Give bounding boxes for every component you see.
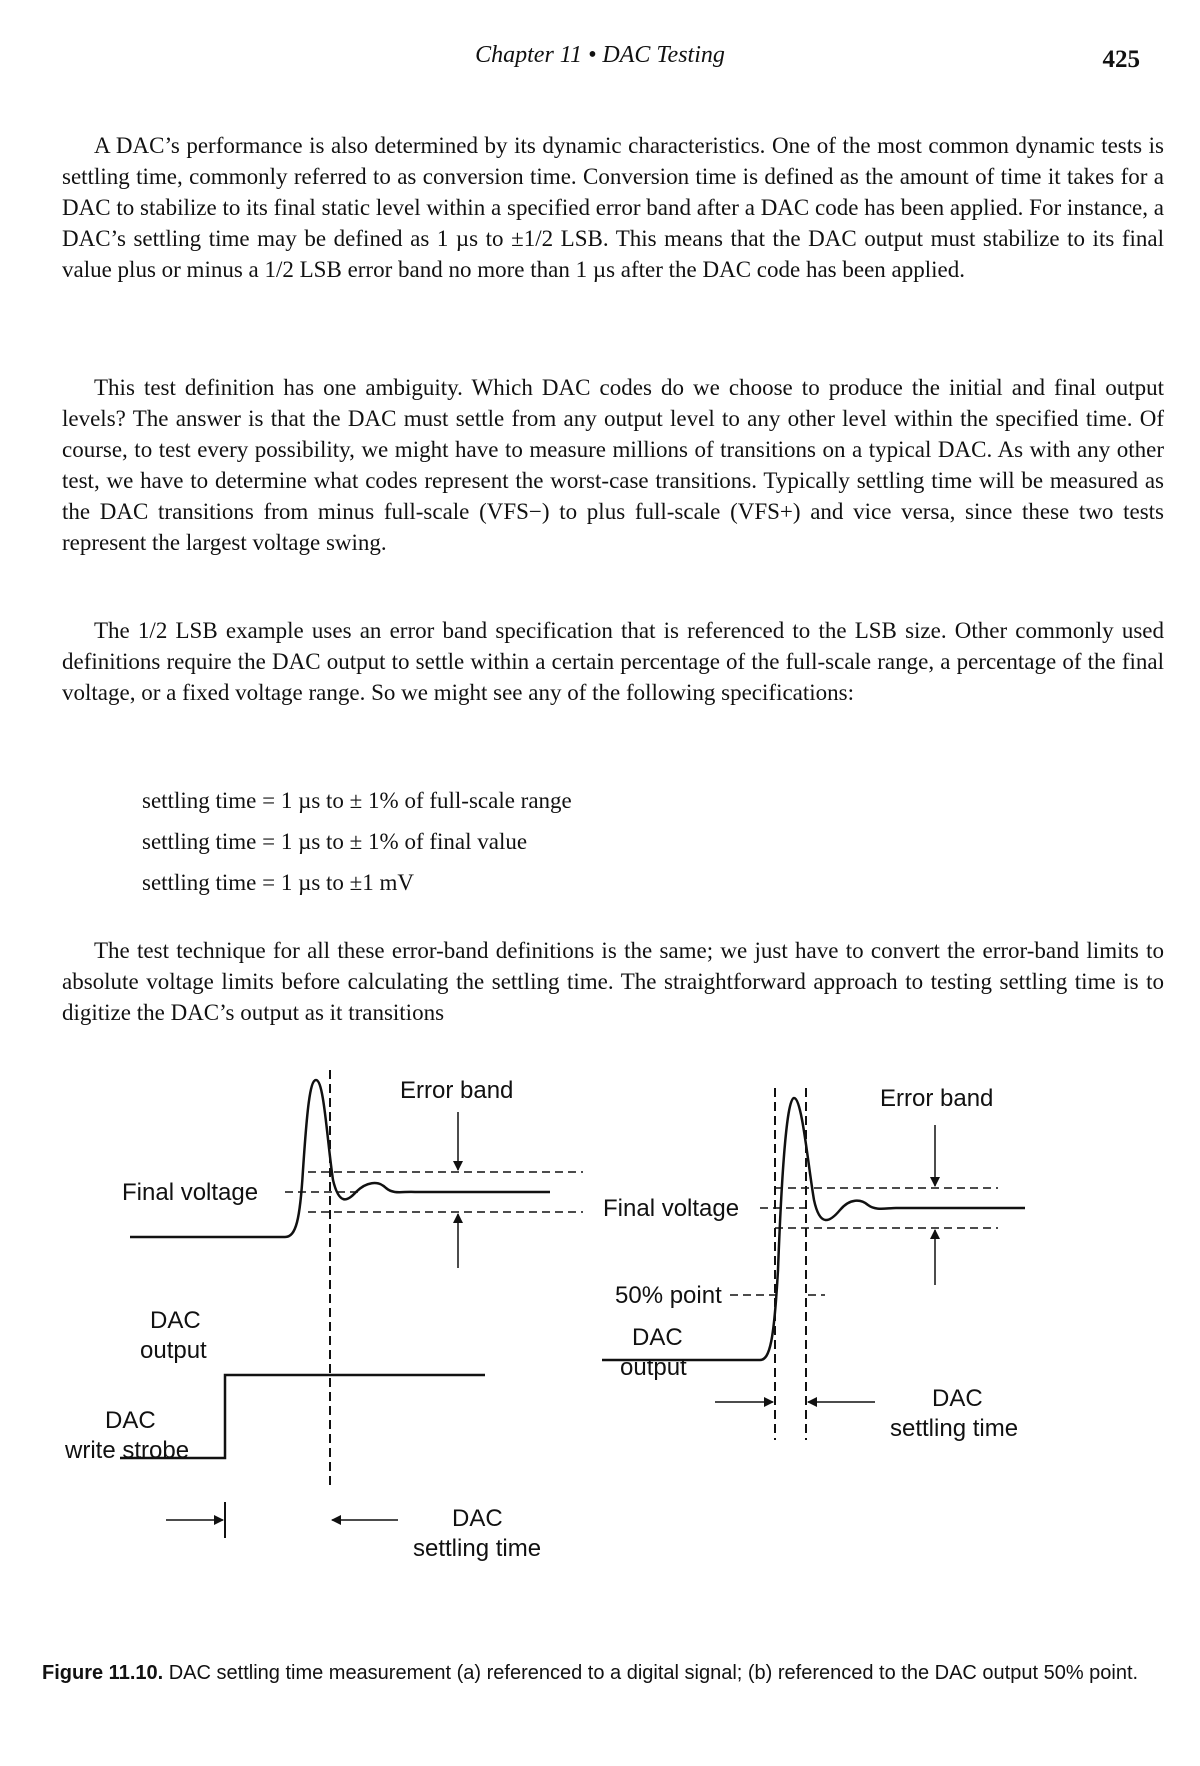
settling-time-label-2: settling time — [413, 1535, 542, 1562]
paragraph-1 — [62, 130, 1164, 285]
paragraph-2 — [62, 372, 1164, 558]
paragraph-1-text: A DAC’s performance is also determined by its dynamic characteristics. One of the most common dynamic tests is settling time, commonly referred to as conversion time. Conversion time is defined as the amount of time it takes for a DAC to stabilize to its final static level within a specified error band after a DAC code has been applied. For instance, a DAC’s settling time may be defined as 1 µs to ±1/2 LSB. This means that the DAC output must stabilize to its final value plus or minus a 1/2 LSB error band no more than 1 µs after the DAC code has been applied. — [62, 133, 1164, 282]
caption-label: Figure 11.10. — [42, 1662, 164, 1684]
error-band-label: Error band — [880, 1085, 994, 1112]
paragraph-3 — [62, 615, 1164, 708]
spec-list — [142, 780, 572, 903]
dac-output-waveform — [602, 1098, 1025, 1360]
chapter-title: Chapter 11 • DAC Testing — [475, 42, 725, 68]
write-strobe-label-1: DAC — [105, 1407, 156, 1434]
settling-time-figure — [60, 1070, 1140, 1640]
dac-output-label-1: DAC — [150, 1307, 201, 1334]
settling-time-label-1: DAC — [452, 1505, 503, 1532]
dac-output-label-2: output — [140, 1337, 207, 1364]
panel-a — [64, 1070, 583, 1562]
paragraph-4 — [62, 935, 1164, 1028]
fifty-percent-label: 50% point — [615, 1282, 722, 1309]
page-number: 425 — [1102, 46, 1140, 73]
final-voltage-label: Final voltage — [603, 1195, 740, 1222]
figure-diagram — [60, 1070, 1140, 1640]
paragraph-2-text: This test definition has one ambiguity. Which DAC codes do we choose to produce the initial and final output levels? The answer is that the DAC must settle from any output level to any other level within the specified time. Of course, to test every possibility, we might have to measure millions of transitions on a typical DAC. As with any other test, we have to determine what codes represent the worst-case transitions. Typically settling time will be measured as the DAC transitions from minus full-scale (VFS−) to plus full-scale (VFS+) and vice versa, since these two tests represent the largest voltage swing. — [62, 375, 1164, 555]
panel-b — [602, 1085, 1025, 1442]
spec-item: settling time = 1 µs to ± 1% of final value — [142, 829, 528, 854]
dac-output-label-2: output — [620, 1354, 687, 1381]
caption-text: DAC settling time measurement (a) referenced to a digital signal; (b) referenced to the DAC output 50% point. — [163, 1662, 1139, 1684]
final-voltage-label: Final voltage — [122, 1179, 259, 1206]
spec-item: settling time = 1 µs to ±1 mV — [142, 870, 415, 895]
spec-item: settling time = 1 µs to ± 1% of full-scale range — [142, 788, 572, 813]
write-strobe-label-2: write strobe — [65, 1437, 190, 1464]
settling-time-label-1: DAC — [932, 1385, 983, 1412]
dac-output-label-1: DAC — [632, 1324, 683, 1351]
settling-time-label-2: settling time — [890, 1415, 1019, 1442]
error-band-label: Error band — [400, 1077, 514, 1104]
paragraph-4-text: The test technique for all these error-band definitions is the same; we just have to convert the error-band limits to absolute voltage limits before calculating the settling time. The straightforward approach to testing settling time is to digitize the DAC’s output as it transitions — [62, 938, 1164, 1025]
figure-caption — [42, 1660, 1162, 1686]
running-head — [60, 38, 1140, 78]
paragraph-3-text: The 1/2 LSB example uses an error band specification that is referenced to the LSB size. Other commonly used definitions require the DAC output to settle within a certain percentage of the full-scale range, a percentage of the final voltage, or a fixed voltage range. So we might see any of the following specifications: — [62, 618, 1164, 705]
